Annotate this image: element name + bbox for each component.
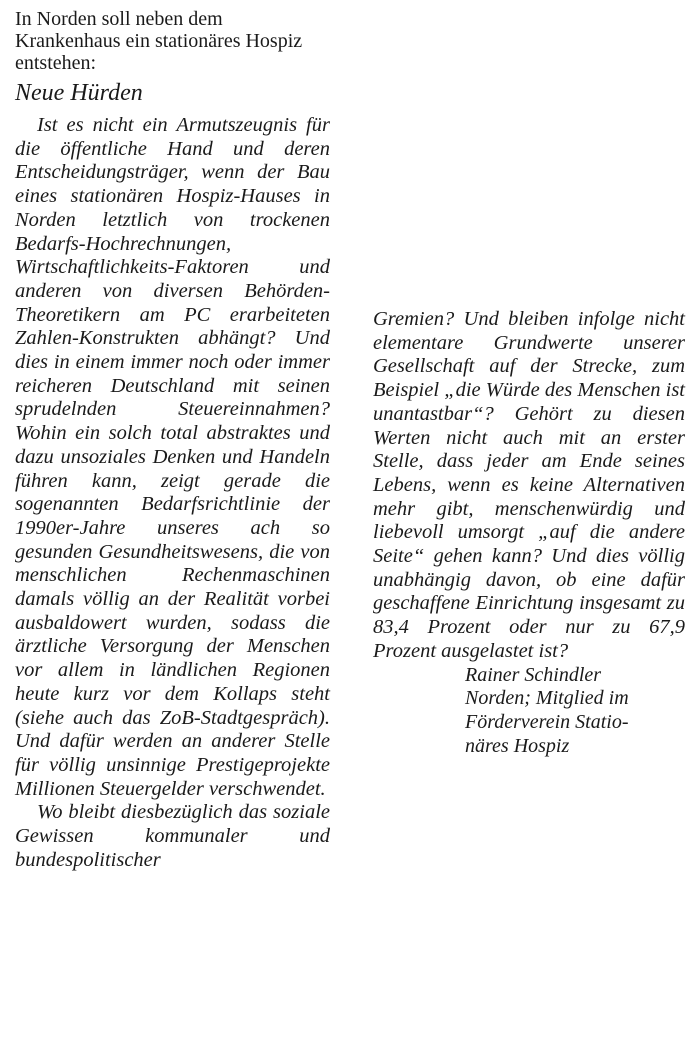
- article-intro: In Norden soll neben dem Krankenhaus ein stationäres Hospiz entstehen:: [15, 8, 303, 74]
- signature-name: Rainer Schindler: [465, 663, 602, 686]
- signature-block: [465, 664, 685, 759]
- article-paragraph-1: Ist es nicht ein Armutszeugnis für die öffentliche Hand und deren Entscheidungsträger, wenn der Bau eines stationären Hospiz-Hauses in Norden letztlich von trockenen Bedarfs-Hochrechnungen, Wirtschaftlichkeits-Faktoren und anderen von diversen Behörden-Theoretikern am PC erarbeiteten Zahlen-Konstrukten abhängt? Und dies in einem immer noch oder immer reicheren Deutschland mit seinen sprudelnden Steuereinnahmen? Wohin ein solch total abstraktes und dazu unsoziales Denken und Handeln führen kann, zeigt gerade die sogenannten Bedarfsrichtlinie der 1990er-Jahre unseres ach so gesunden Gesundheitswesens, die von menschlichen Rechenmaschinen damals völlig an der Realität vorbei ausbaldowert wurden, sodass die ärztliche Versorgung der Menschen vor allem in ländlichen Regionen heute kurz vor dem Kollaps steht (siehe auch das ZoB-Stadtgespräch). Und dafür werden an anderer Stelle für völlig unsinnige Prestigeprojekte Millionen Steuergelder verschwendet.: [15, 114, 330, 800]
- signature-line-3: Förderverein Statio-: [465, 710, 629, 733]
- signature-line-2: Norden; Mitglied im: [465, 687, 629, 710]
- left-column: [15, 8, 330, 873]
- article-paragraph-2-end: Gremien? Und bleiben infolge nicht elementare Grundwerte unserer Gesellschaft auf der Strecke, zum Beispiel „die Würde des Menschen ist unantastbar“? Gehört zu diesen Werten nicht auch mit an erster Stelle, dass jeder am Ende seines Lebens, wenn es keine Alternativen mehr gibt, menschenwürdig und liebevoll umsorgt „auf die andere Seite“ gehen kann? Und dies völlig unabhängig davon, ob eine dafür geschaffene Einrichtung insgesamt zu 83,4 Prozent oder nur zu 67,9 Prozent ausgelastet ist?: [373, 308, 685, 662]
- right-column: [373, 308, 685, 758]
- article-paragraph-2-start: Wo bleibt diesbezüglich das soziale Gewissen kommunaler und bundespolitischer: [15, 801, 330, 871]
- signature-line-4: näres Hospiz: [465, 734, 570, 757]
- article-headline: Neue Hürden: [15, 80, 143, 106]
